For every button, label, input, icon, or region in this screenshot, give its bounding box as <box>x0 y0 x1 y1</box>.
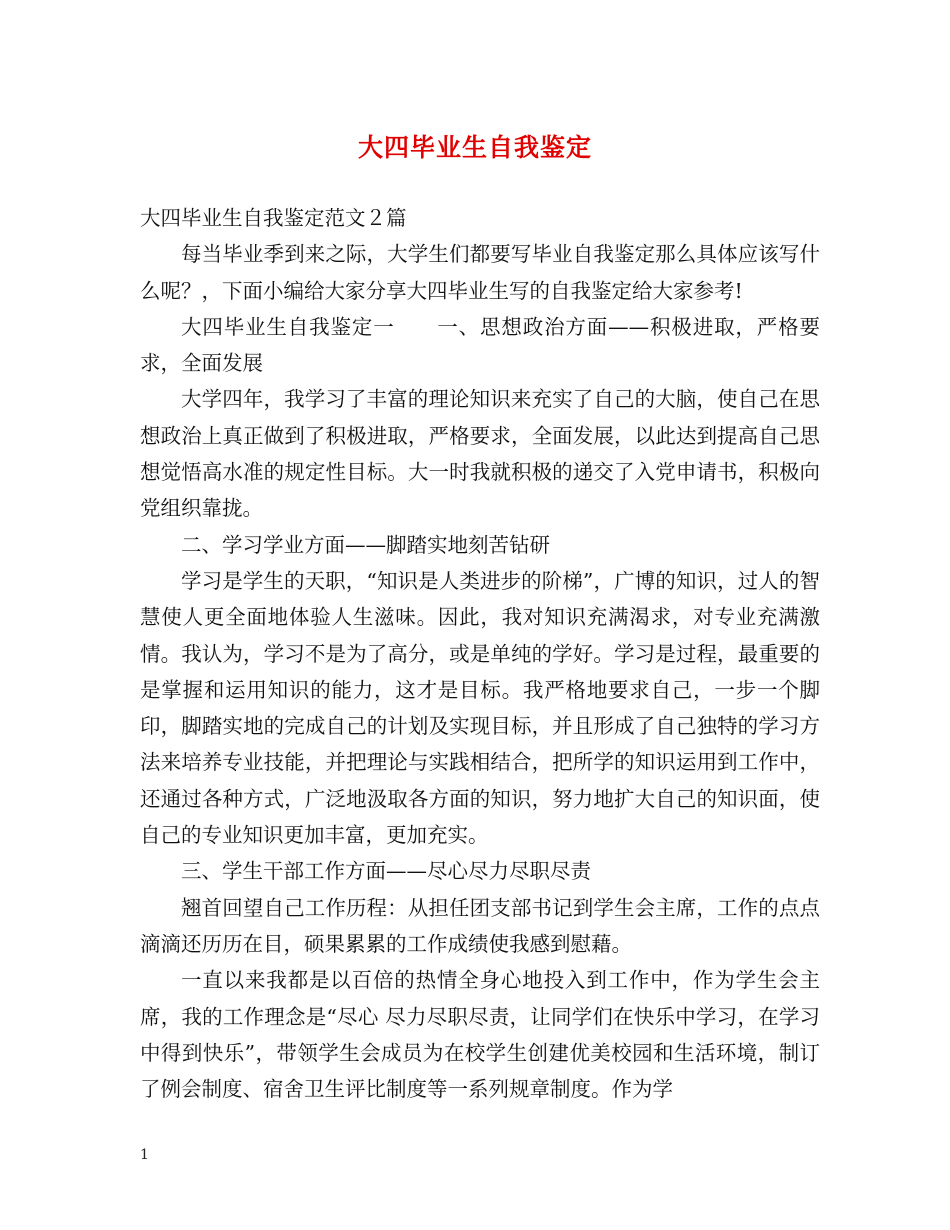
document-body <box>140 200 820 1107</box>
section-heading-paragraph: 三、学生干部工作方面——尽心尽力尽职尽责 <box>181 859 591 884</box>
body-paragraph: 大学四年，我学习了丰富的理论知识来充实了自己的大脑，使自己在思想政治上真正做到了积极进取，严格要求，全面发展，以此达到提高自己思想觉悟高水准的规定性目标。大一时我就积极的递交了入党申请书，积极向党组织靠拢。 <box>140 387 820 521</box>
section-heading-paragraph: 大四毕业生自我鉴定一 一、思想政治方面——积极进取，严格要求，全面发展 <box>140 314 820 376</box>
section-heading-paragraph: 二、学习学业方面——脚踏实地刻苦钻研 <box>181 532 550 557</box>
document-title: 大四毕业生自我鉴定 <box>357 133 592 162</box>
body-paragraph: 每当毕业季到来之际，大学生们都要写毕业自我鉴定那么具体应该写什么呢？，下面小编给大家分享大四毕业生写的自我鉴定给大家参考! <box>140 242 820 303</box>
body-paragraph: 翘首回望自己工作历程：从担任团支部书记到学生会主席，工作的点点滴滴还历历在目，硕果累累的工作成绩使我感到慰藉。 <box>140 895 820 956</box>
body-paragraph: 一直以来我都是以百倍的热情全身心地投入到工作中，作为学生会主席，我的工作理念是“尽心 尽力尽职尽责，让同学们在快乐中学习，在学习中得到快乐”，带领学生会成员为在校学生创建优美校园和生活环境，制订了例会制度、宿舍卫生评比制度等一系列规章制度。作为学 <box>140 968 820 1102</box>
subtitle-paragraph: 大四毕业生自我鉴定范文２篇 <box>140 206 407 230</box>
page-number: 1 <box>140 1147 149 1163</box>
body-paragraph: 学习是学生的天职，“知识是人类进步的阶梯”，广博的知识，过人的智慧使人更全面地体验人生滋味。因此，我对知识充满渴求，对专业充满激情。我认为，学习不是为了高分，或是单纯的学好。学习是过程，最重要的是掌握和运用知识的能力，这才是目标。我严格地要求自己，一步一个脚印，脚踏实地的完成自己的计划及实现目标，并且形成了自己独特的学习方法来培养专业技能，并把理论与实践相结合，把所学的知识运用到工作中，还通过各种方式，广泛地汲取各方面的知识，努力地扩大自己的知识面，使自己的专业知识更加丰富，更加充实。 <box>140 568 820 848</box>
